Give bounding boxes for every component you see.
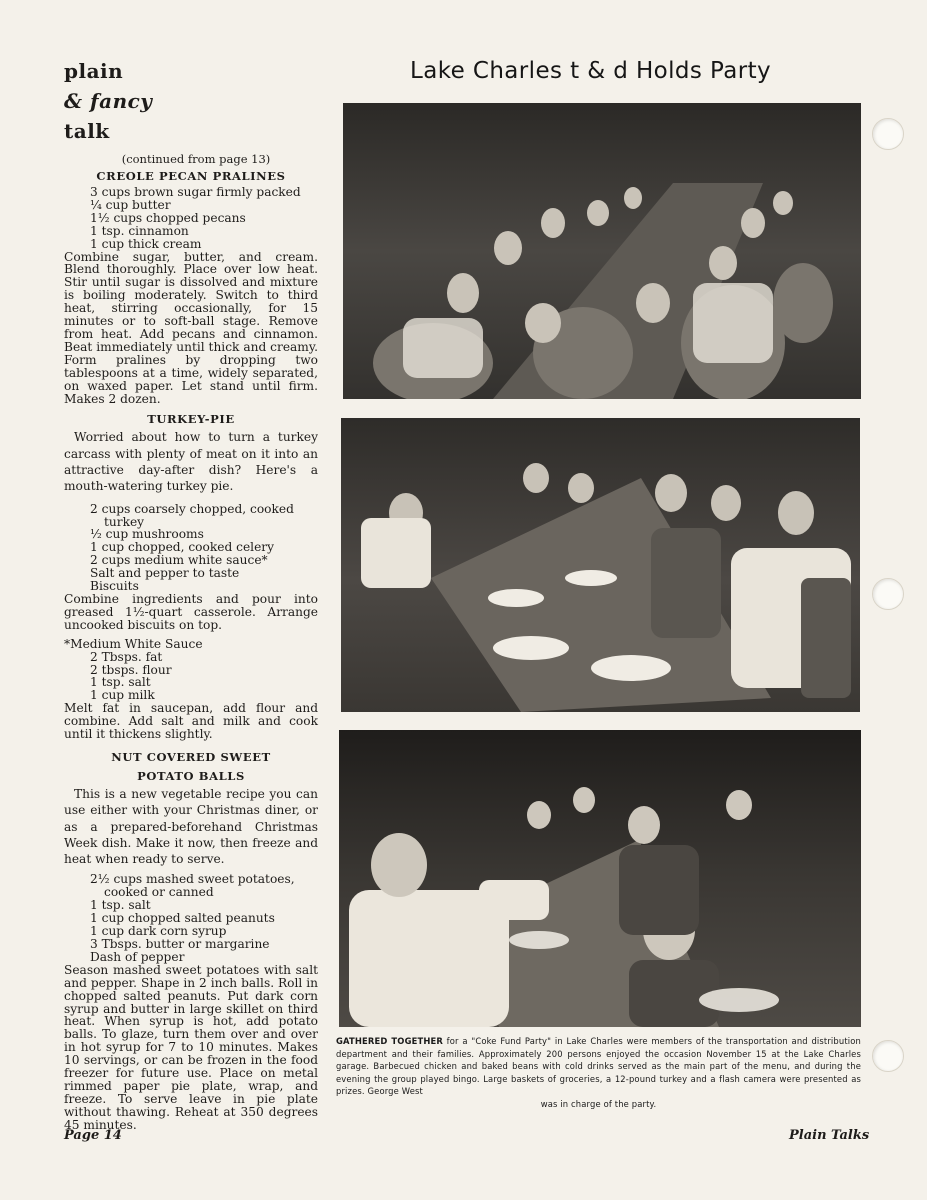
ingredient-item: Salt and pepper to taste (90, 566, 240, 581)
photo-caption (336, 1035, 861, 1111)
ingredient-item: 2 cups coarsely chopped, cooked (90, 501, 294, 516)
recipe-title-turkey-pie: TURKEY-PIE (147, 412, 235, 427)
masthead-line-2: & fancy (64, 89, 153, 113)
recipe-title-potato-balls-1: NUT COVERED SWEET (111, 750, 271, 764)
photo-image (343, 103, 861, 399)
page-number: Page 14 (64, 1128, 122, 1143)
pralines-directions: Combine sugar, butter, and cream. Blend thoroughly. Place over low heat. Stir until sugar is dissolved and mixture is boiling moderately. Switch to third heat, stirring occasionally, for 15 minutes or to soft-ball stage. Remove from heat. Add pecans and cinnamon. Beat immediately until thick and creamy. Form pralines by dropping two tablespoons at a time, widely separated, on waxed paper. Let stand until firm. Makes 2 dozen. (64, 249, 318, 406)
caption-body: for a "Coke Fund Party" in Lake Charles were members of the transportation and distribution department and their families. Approximately 200 persons enjoyed the occasion November 15 at the Lake Charles garage. Barbecued chicken and baked beans with cold drinks served as the main part of the menu, and during the evening the group played bingo. Large baskets of groceries, a 12-pound turkey and a flash camera were presented as prizes. George West (336, 1036, 861, 1097)
ingredient-item: 1 tsp. salt (90, 898, 151, 913)
ingredient-item: turkey (104, 514, 145, 529)
masthead-line-3: talk (64, 119, 110, 143)
ingredient-item: 1 tsp. salt (90, 675, 151, 690)
ingredient-item: 3 Tbsps. butter or margarine (90, 937, 270, 952)
photo-image (341, 418, 860, 712)
ingredient-item: ½ cup mushrooms (90, 527, 204, 542)
caption-lead: GATHERED TOGETHER (336, 1036, 443, 1046)
ingredient-item: 1½ cups chopped pecans (90, 210, 246, 225)
caption-last-line: was in charge of the party. (540, 1098, 657, 1109)
ingredient-item: 1 cup thick cream (90, 236, 202, 251)
continued-note: (continued from page 13) (121, 152, 271, 166)
turkey-pie-ingredients (64, 503, 318, 593)
turkey-pie-directions: Combine ingredients and pour into greased 1½-quart casserole. Arrange uncooked biscuits on top. (64, 591, 318, 632)
potato-balls-directions: Season mashed sweet potatoes with salt and pepper. Shape in 2 inch balls. Roll in chopped salted peanuts. Put dark corn syrup and butter in large skillet on third heat. When syrup is hot, add potato balls. To glaze, turn them over and over in hot syrup for 7 to 10 minutes. Makes 10 servings, or can be frozen in the food freezer for future use. Place on metal rimmed paper pie plate, wrap, and freeze. To serve leave in pie plate without thawing. Reheat at 350 degrees 45 minutes. (64, 962, 318, 1132)
party-photo-2 (341, 418, 860, 712)
party-photo-1 (343, 103, 861, 399)
publication-name: Plain Talks (789, 1128, 870, 1143)
recipe-column (64, 56, 318, 1132)
ingredient-item: 2½ cups mashed sweet potatoes, (90, 872, 295, 887)
recipe-title-potato-balls-2: POTATO BALLS (137, 769, 245, 783)
ingredient-item: Dash of pepper (90, 949, 185, 964)
ingredient-item: 2 tbsps. flour (90, 662, 172, 677)
party-photo-3 (339, 730, 861, 1027)
ingredient-item: 1 tsp. cinnamon (90, 223, 189, 238)
masthead-line-1: plain (64, 59, 124, 83)
pralines-ingredients (64, 186, 318, 251)
column-masthead (64, 56, 318, 146)
white-sauce-directions: Melt fat in saucepan, add flour and combine. Add salt and milk and cook until it thickens slightly. (64, 701, 318, 742)
ingredient-item: ¼ cup butter (90, 197, 171, 212)
ingredient-item: 2 Tbsps. fat (90, 649, 163, 664)
article-headline: Lake Charles t & d Holds Party (410, 58, 772, 84)
recipe-title-pralines: CREOLE PECAN PRALINES (96, 169, 286, 183)
white-sauce-label: *Medium White Sauce (64, 636, 203, 651)
ingredient-item: 1 cup chopped, cooked celery (90, 540, 274, 555)
ingredient-item: cooked or canned (104, 885, 214, 900)
photo-image (339, 730, 861, 1027)
ingredient-item: 1 cup dark corn syrup (90, 924, 227, 939)
potato-balls-intro: This is a new vegetable recipe you can use either with your Christmas diner, or as a prepared-beforehand Christmas Week dish. Make it now, then freeze and heat when ready to serve. (64, 787, 318, 867)
ingredient-item: 1 cup milk (90, 688, 155, 703)
ingredient-item: Biscuits (90, 579, 139, 594)
turkey-pie-intro: Worried about how to turn a turkey carcass with plenty of meat on it into an attractive day-after dish? Here's a mouth-watering turkey pie. (64, 430, 318, 494)
binder-hole (872, 578, 904, 610)
binder-hole (872, 118, 904, 150)
binder-hole (872, 1040, 904, 1072)
ingredient-item: 2 cups medium white sauce* (90, 553, 268, 568)
ingredient-item: 3 cups brown sugar firmly packed (90, 185, 301, 199)
white-sauce-ingredients (64, 651, 318, 703)
potato-balls-ingredients (64, 873, 318, 963)
ingredient-item: 1 cup chopped salted peanuts (90, 911, 275, 926)
